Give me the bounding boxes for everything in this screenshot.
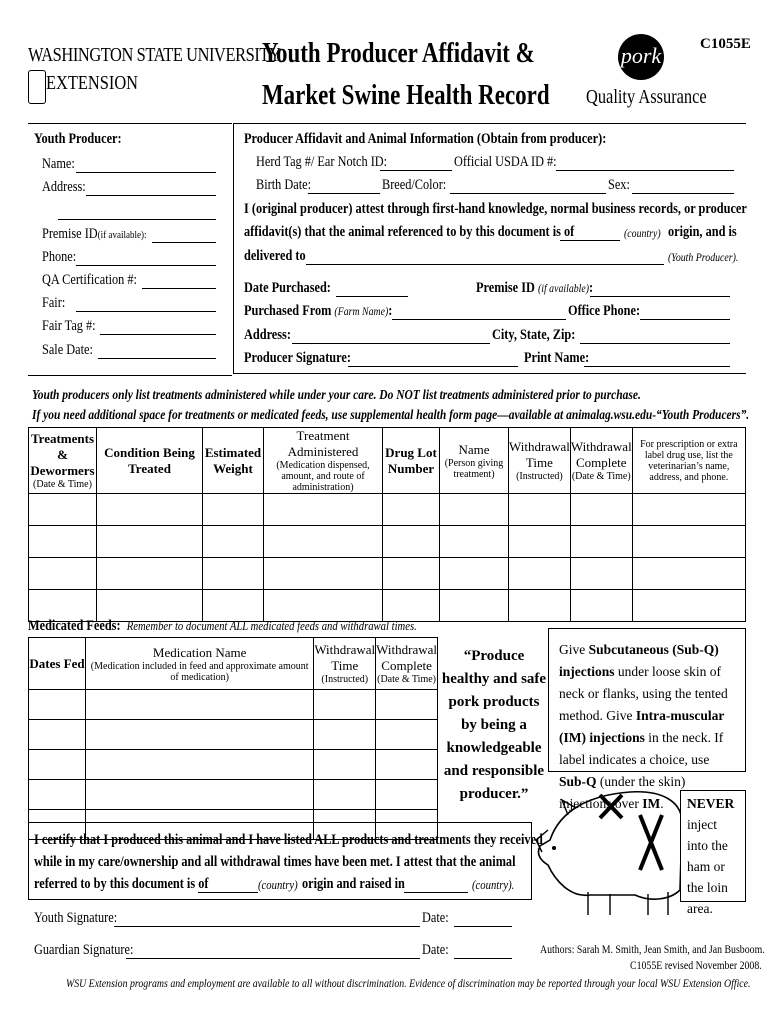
birth-date-row	[256, 177, 736, 195]
guardian-signature-row: Guardian Signature: Date:	[34, 942, 524, 962]
table-row[interactable]	[29, 590, 746, 622]
city-state-zip-input[interactable]	[580, 329, 730, 344]
sex-input[interactable]	[632, 179, 734, 194]
youth-date-input[interactable]	[454, 912, 512, 927]
table-row[interactable]	[29, 780, 438, 810]
name-field[interactable]: Name:	[42, 156, 217, 173]
address-row: Address: City, State, Zip:	[244, 327, 744, 345]
herd-tag-row	[256, 154, 736, 172]
producer-premise-id-input[interactable]	[590, 282, 730, 297]
col-treatment-administered: Treatment Administered (Medication dispensed, amount, and route of administration)	[264, 428, 383, 494]
phone-field[interactable]: Phone:	[42, 249, 217, 266]
col-withdrawal-time: Withdrawal Time (Instructed)	[509, 428, 571, 494]
herd-tag-input[interactable]	[380, 156, 452, 171]
birth-date-input[interactable]	[308, 179, 380, 194]
table-row[interactable]	[29, 558, 746, 590]
producer-address-input[interactable]	[292, 329, 490, 344]
attest-line1: I (original producer) attest through first-hand knowledge, normal business records, or producer	[244, 201, 747, 217]
col-weight: Estimated Weight	[203, 428, 264, 494]
slogan: “Produce healthy and safe pork products by being a knowledgeable and responsible producer.”	[441, 648, 547, 802]
table-row[interactable]	[29, 690, 438, 720]
col-withdrawal-complete: Withdrawal Complete (Date & Time)	[570, 428, 632, 494]
form-title-line2: Market Swine Health Record	[262, 80, 550, 111]
purchased-from-input[interactable]	[392, 305, 566, 320]
col-veterinarian: For prescription or extra label drug use, list the veterinarian’s name, address, and phone.	[632, 428, 745, 494]
table-row[interactable]	[29, 750, 438, 780]
breed-label: Breed/Color:	[382, 177, 447, 193]
youth-producer-heading: Youth Producer:	[34, 131, 122, 147]
quality-assurance-label: Quality Assurance	[586, 86, 707, 108]
pork-logo: pork	[618, 34, 664, 80]
purchased-from-row: Purchased From (Farm Name): Office Phone:	[244, 303, 744, 321]
country-origin-input[interactable]	[560, 226, 620, 241]
office-phone-input[interactable]	[640, 305, 730, 320]
col-condition: Condition Being Treated	[97, 428, 203, 494]
wsu-seal-icon	[28, 70, 46, 104]
col-feed-withdrawal-time: Withdrawal Time (Instructed)	[314, 638, 376, 690]
date-purchased-row: Date Purchased: Premise ID (if available):	[244, 280, 744, 298]
qa-certification-field[interactable]: QA Certification #:	[42, 272, 217, 289]
authors: Authors: Sarah M. Smith, Jean Smith, and Jan Busboom.	[540, 942, 765, 956]
print-name-input[interactable]	[584, 352, 730, 367]
medicated-feeds-heading: Medicated Feeds: Remember to document ALL medicated feeds and withdrawal times.	[28, 618, 417, 634]
fair-tag-field[interactable]: Fair Tag #:	[42, 318, 217, 335]
date-purchased-input[interactable]	[336, 282, 408, 297]
col-medication-name: Medication Name (Medication included in feed and approximate amount of medication)	[86, 638, 314, 690]
col-name: Name (Person giving treatment)	[440, 428, 509, 494]
revision-note: C1055E revised November 2008.	[630, 958, 762, 972]
form-code: C1055E	[700, 36, 751, 52]
youth-signature-input[interactable]	[114, 912, 420, 927]
medicated-feeds-table	[28, 637, 438, 840]
note-line2: If you need additional space for treatments or medicated feeds, use supplemental health form page—available at animalag.wsu.edu-“Youth Producers”.	[32, 408, 750, 423]
form-title-line1: Youth Producer Affidavit &	[262, 38, 535, 69]
address-line-2[interactable]	[58, 205, 216, 220]
treatment-table	[28, 427, 746, 622]
birth-date-label: Birth Date:	[256, 177, 312, 193]
certify-line1: I certify that I produced this animal and I have listed ALL products and treatments they received	[34, 832, 543, 848]
delivered-to-input[interactable]	[306, 250, 664, 265]
certify-line2: while in my care/ownership and all withdrawal times have been met. I attest that the animal	[34, 854, 516, 870]
col-drug-lot: Drug Lot Number	[383, 428, 440, 494]
certify-line3: referred to by this document is of (country) origin and raised in (country).	[34, 876, 515, 892]
certify-raised-in-input[interactable]	[404, 878, 468, 893]
breed-input[interactable]	[450, 179, 606, 194]
never-inject-box: NEVER inject into the ham or the loin area.	[680, 790, 746, 902]
table-row[interactable]	[29, 526, 746, 558]
usda-id-input[interactable]	[556, 156, 734, 171]
feed-header-row	[29, 638, 438, 690]
wsu-logo-text: WASHINGTON STATE UNIVERSITY	[28, 44, 281, 66]
treatment-header-row	[29, 428, 746, 494]
producer-affidavit-heading: Producer Affidavit and Animal Information (Obtain from producer):	[244, 131, 607, 147]
fair-field[interactable]: Fair:	[42, 295, 217, 312]
delivered-to-row: delivered to (Youth Producer).	[244, 248, 739, 264]
note-line1: Youth producers only list treatments administered while under your care. Do NOT list treatments administered prior to purchase.	[32, 388, 641, 403]
sex-label: Sex:	[608, 177, 630, 193]
guardian-date-input[interactable]	[454, 944, 512, 959]
producer-signature-input[interactable]	[348, 352, 518, 367]
injection-instructions: Give Subcutaneous (Sub-Q) injections under loose skin of neck or flanks, using the tented method. Give Intra-muscular (IM) injections in the neck. If label indicates a choice, use Sub-Q (under the skin) injections over IM.	[548, 628, 746, 772]
table-row[interactable]	[29, 494, 746, 526]
herd-tag-label: Herd Tag #/ Ear Notch ID:	[256, 154, 388, 170]
col-feed-withdrawal-complete: Withdrawal Complete (Date & Time)	[376, 638, 438, 690]
guardian-signature-input[interactable]	[126, 944, 420, 959]
col-dates-fed: Dates Fed	[29, 638, 86, 690]
youth-signature-row: Youth Signature: Date:	[34, 910, 524, 930]
certify-country-origin-input[interactable]	[198, 878, 258, 893]
footer-disclaimer: WSU Extension programs and employment are available to all without discrimination. Evidence of discrimination may be reported through your local WSU Extension Office.	[66, 976, 751, 990]
attest-line2: affidavit(s) that the animal referenced to by this document is of (country) origin, and is	[244, 224, 737, 240]
sale-date-field[interactable]: Sale Date:	[42, 342, 217, 359]
col-treatments: Treatments & Dewormers (Date & Time)	[29, 428, 97, 494]
address-field[interactable]: Address:	[42, 179, 217, 196]
usda-id-label: Official USDA ID #:	[454, 154, 557, 170]
extension-logo-text: EXTENSION	[46, 72, 139, 94]
table-row[interactable]	[29, 720, 438, 750]
producer-signature-row: Producer Signature: Print Name:	[244, 350, 744, 368]
premise-id-field[interactable]: Premise ID(if available):	[42, 226, 217, 243]
